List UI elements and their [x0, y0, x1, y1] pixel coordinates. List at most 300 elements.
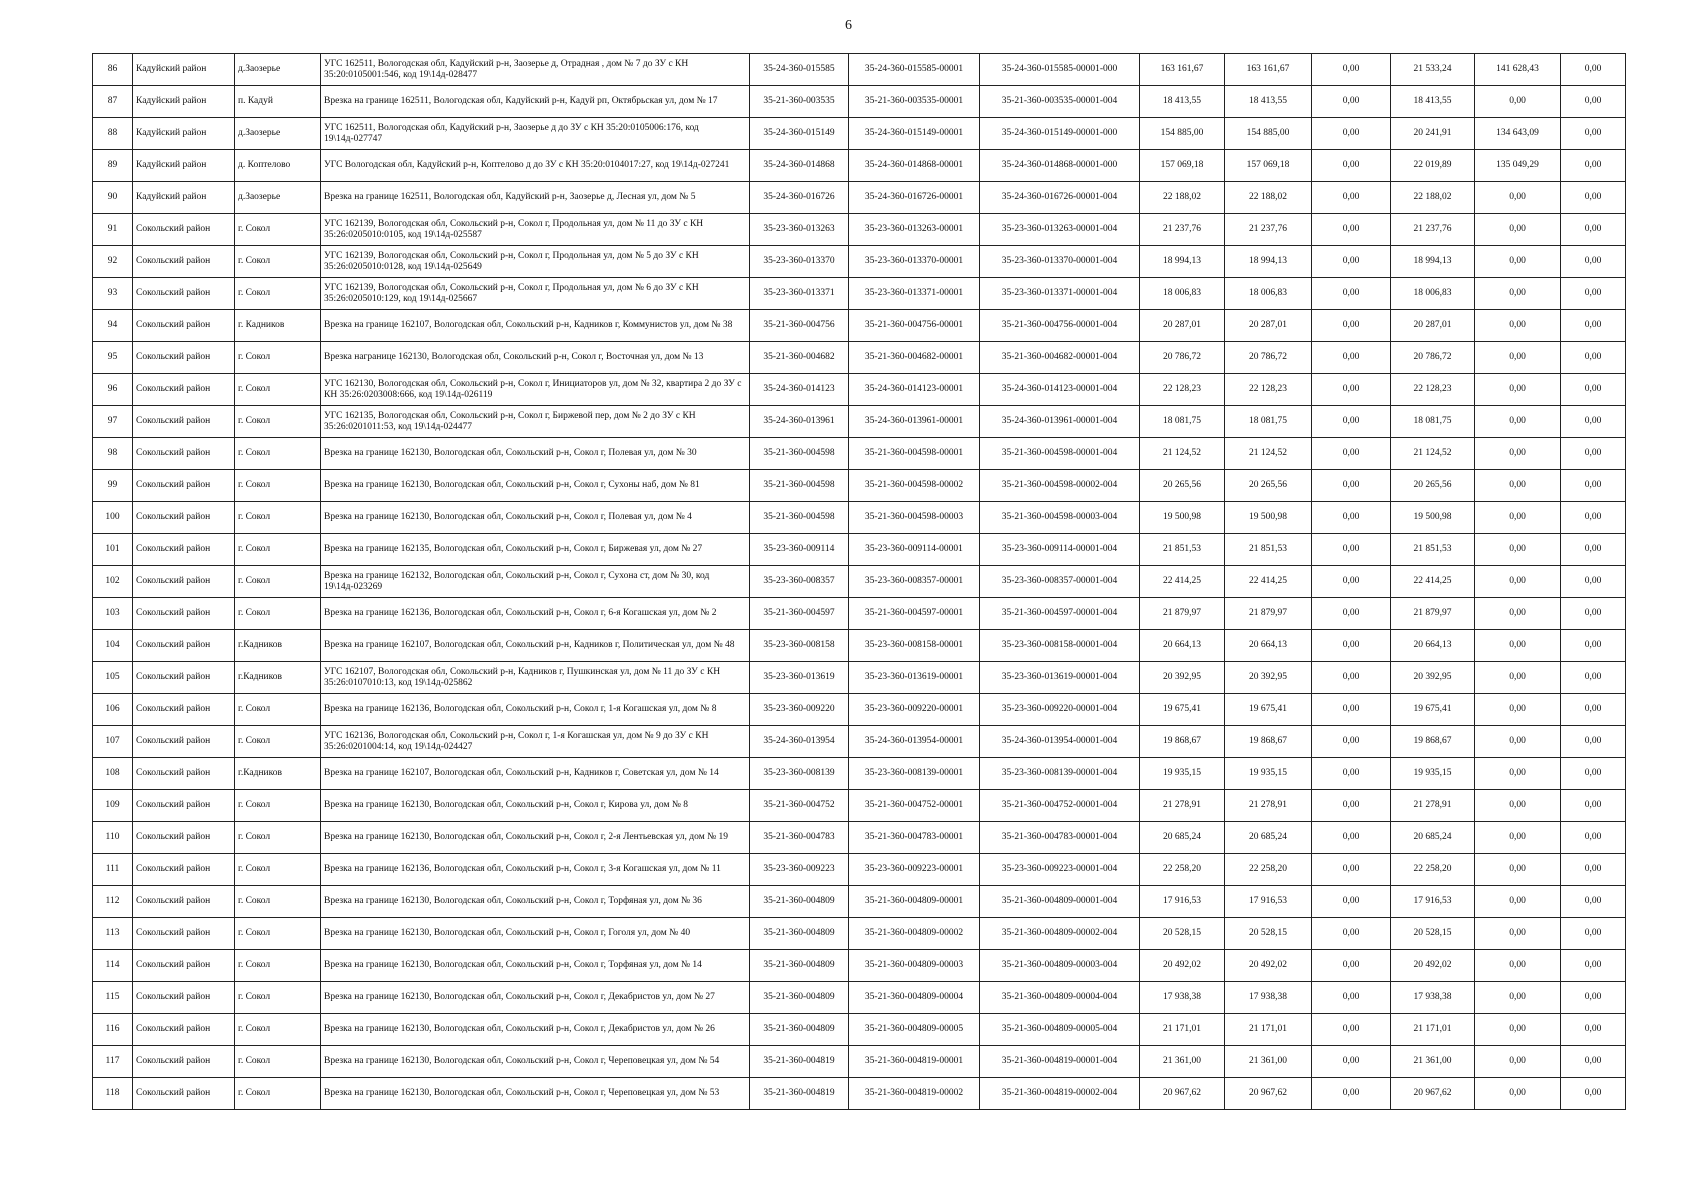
cell-cost-col-6: 0,00 — [1561, 790, 1626, 822]
cell-object-code: 35-21-360-004682-00001 — [849, 342, 980, 374]
cell-cost-col-2: 21 851,53 — [1225, 534, 1312, 566]
cell-cost-col-6: 0,00 — [1561, 54, 1626, 86]
cell-row-number: 108 — [93, 758, 133, 790]
cell-locality: г. Сокол — [235, 1078, 321, 1110]
cell-cost-col-4: 22 188,02 — [1391, 182, 1475, 214]
cell-total-cost: 18 081,75 — [1140, 406, 1225, 438]
cell-district: Сокольский район — [133, 566, 235, 598]
cell-subobject-code: 35-23-360-008139-00001-004 — [980, 758, 1140, 790]
cell-locality: г. Сокол — [235, 598, 321, 630]
cell-district: Сокольский район — [133, 534, 235, 566]
cell-district: Сокольский район — [133, 214, 235, 246]
cell-district: Сокольский район — [133, 1046, 235, 1078]
cell-object-code: 35-24-360-014123-00001 — [849, 374, 980, 406]
cell-cost-col-5: 0,00 — [1475, 854, 1561, 886]
page-number: 6 — [845, 18, 852, 33]
cell-cost-col-3: 0,00 — [1312, 726, 1391, 758]
cell-cost-col-5: 0,00 — [1475, 246, 1561, 278]
cell-object-address: Врезка на границе 162130, Вологодская обл, Сокольский р-н, Сокол г, 2-я Лентьевская ул, дом № 19 — [321, 822, 750, 854]
cell-object-code: 35-21-360-004783-00001 — [849, 822, 980, 854]
cell-district: Кадуйский район — [133, 54, 235, 86]
cell-object-address: УГС 162135, Вологодская обл, Сокольский р-н, Сокол г, Биржевой пер, дом № 2 до ЗУ с КН 35:26:0201011:53, код 19\14д-024477 — [321, 406, 750, 438]
cell-object-code: 35-24-360-015585-00001 — [849, 54, 980, 86]
cell-locality: г. Сокол — [235, 790, 321, 822]
cell-district: Сокольский район — [133, 886, 235, 918]
cell-cost-col-4: 18 081,75 — [1391, 406, 1475, 438]
cell-cost-col-5: 0,00 — [1475, 726, 1561, 758]
cell-object-code: 35-23-360-013370-00001 — [849, 246, 980, 278]
cell-cost-col-6: 0,00 — [1561, 470, 1626, 502]
cell-object-code: 35-23-360-009220-00001 — [849, 694, 980, 726]
cell-cost-col-6: 0,00 — [1561, 630, 1626, 662]
cell-locality: г. Сокол — [235, 822, 321, 854]
cell-cost-col-6: 0,00 — [1561, 374, 1626, 406]
cell-cost-col-5: 0,00 — [1475, 790, 1561, 822]
cell-district: Сокольский район — [133, 438, 235, 470]
cell-locality: г. Сокол — [235, 694, 321, 726]
table-row — [93, 182, 1626, 214]
cell-cost-col-5: 0,00 — [1475, 214, 1561, 246]
cell-cost-col-6: 0,00 — [1561, 1046, 1626, 1078]
cell-cost-col-6: 0,00 — [1561, 150, 1626, 182]
table-row — [93, 726, 1626, 758]
cell-locality: г. Сокол — [235, 918, 321, 950]
cell-cost-col-2: 18 413,55 — [1225, 86, 1312, 118]
cell-cost-col-3: 0,00 — [1312, 854, 1391, 886]
cell-locality: г.Кадников — [235, 662, 321, 694]
cell-cost-col-4: 21 851,53 — [1391, 534, 1475, 566]
cell-subobject-code: 35-23-360-009114-00001-004 — [980, 534, 1140, 566]
cell-locality: г. Сокол — [235, 566, 321, 598]
table-row — [93, 1078, 1626, 1110]
cell-code: 35-24-360-014123 — [750, 374, 849, 406]
cell-cost-col-5: 0,00 — [1475, 374, 1561, 406]
cell-cost-col-5: 0,00 — [1475, 950, 1561, 982]
cell-locality: г. Сокол — [235, 950, 321, 982]
cell-row-number: 97 — [93, 406, 133, 438]
table-row — [93, 310, 1626, 342]
cell-cost-col-2: 20 492,02 — [1225, 950, 1312, 982]
cell-cost-col-5: 141 628,43 — [1475, 54, 1561, 86]
cell-total-cost: 21 237,76 — [1140, 214, 1225, 246]
cell-district: Сокольский район — [133, 278, 235, 310]
cell-cost-col-4: 19 500,98 — [1391, 502, 1475, 534]
table-row — [93, 662, 1626, 694]
cell-total-cost: 157 069,18 — [1140, 150, 1225, 182]
cell-cost-col-6: 0,00 — [1561, 918, 1626, 950]
cell-object-address: УГС Вологодская обл, Кадуйский р-н, Коптелово д до ЗУ с КН 35:20:0104017:27, код 19\14д-027241 — [321, 150, 750, 182]
cell-cost-col-2: 21 278,91 — [1225, 790, 1312, 822]
cell-locality: д.Заозерье — [235, 182, 321, 214]
cell-cost-col-3: 0,00 — [1312, 150, 1391, 182]
cell-cost-col-4: 18 994,13 — [1391, 246, 1475, 278]
cell-locality: г. Сокол — [235, 886, 321, 918]
cell-row-number: 118 — [93, 1078, 133, 1110]
cell-total-cost: 20 392,95 — [1140, 662, 1225, 694]
cell-object-code: 35-24-360-015149-00001 — [849, 118, 980, 150]
cell-row-number: 89 — [93, 150, 133, 182]
cell-code: 35-23-360-008357 — [750, 566, 849, 598]
cell-object-code: 35-23-360-013619-00001 — [849, 662, 980, 694]
cell-cost-col-2: 18 006,83 — [1225, 278, 1312, 310]
cell-subobject-code: 35-24-360-014123-00001-004 — [980, 374, 1140, 406]
table-row — [93, 822, 1626, 854]
cell-total-cost: 21 124,52 — [1140, 438, 1225, 470]
table-row — [93, 406, 1626, 438]
cell-cost-col-5: 0,00 — [1475, 470, 1561, 502]
cell-cost-col-5: 0,00 — [1475, 822, 1561, 854]
cell-cost-col-5: 0,00 — [1475, 918, 1561, 950]
cell-object-code: 35-21-360-004809-00002 — [849, 918, 980, 950]
cell-cost-col-2: 17 938,38 — [1225, 982, 1312, 1014]
cell-subobject-code: 35-23-360-013370-00001-004 — [980, 246, 1140, 278]
table-row — [93, 1046, 1626, 1078]
cell-cost-col-5: 0,00 — [1475, 662, 1561, 694]
cell-cost-col-5: 0,00 — [1475, 342, 1561, 374]
table-row — [93, 246, 1626, 278]
gas-connection-table — [92, 53, 1626, 1110]
cell-object-code: 35-21-360-004756-00001 — [849, 310, 980, 342]
table-row — [93, 758, 1626, 790]
cell-object-code: 35-23-360-009114-00001 — [849, 534, 980, 566]
cell-object-code: 35-21-360-004598-00002 — [849, 470, 980, 502]
cell-cost-col-6: 0,00 — [1561, 278, 1626, 310]
cell-object-code: 35-24-360-013954-00001 — [849, 726, 980, 758]
cell-locality: г. Сокол — [235, 470, 321, 502]
cell-locality: г. Сокол — [235, 502, 321, 534]
cell-cost-col-3: 0,00 — [1312, 438, 1391, 470]
cell-object-code: 35-21-360-004597-00001 — [849, 598, 980, 630]
cell-subobject-code: 35-21-360-004682-00001-004 — [980, 342, 1140, 374]
cell-subobject-code: 35-24-360-015585-00001-000 — [980, 54, 1140, 86]
cell-cost-col-3: 0,00 — [1312, 342, 1391, 374]
cell-district: Сокольский район — [133, 662, 235, 694]
cell-subobject-code: 35-21-360-004819-00002-004 — [980, 1078, 1140, 1110]
cell-cost-col-6: 0,00 — [1561, 886, 1626, 918]
table-row — [93, 342, 1626, 374]
cell-cost-col-6: 0,00 — [1561, 822, 1626, 854]
cell-object-code: 35-23-360-009223-00001 — [849, 854, 980, 886]
cell-cost-col-4: 20 528,15 — [1391, 918, 1475, 950]
cell-cost-col-2: 19 675,41 — [1225, 694, 1312, 726]
cell-cost-col-3: 0,00 — [1312, 822, 1391, 854]
cell-locality: г. Сокол — [235, 214, 321, 246]
cell-locality: г. Сокол — [235, 246, 321, 278]
cell-code: 35-21-360-004598 — [750, 502, 849, 534]
cell-locality: г.Кадников — [235, 630, 321, 662]
cell-cost-col-5: 0,00 — [1475, 630, 1561, 662]
cell-cost-col-2: 157 069,18 — [1225, 150, 1312, 182]
cell-locality: г. Сокол — [235, 1014, 321, 1046]
cell-cost-col-2: 17 916,53 — [1225, 886, 1312, 918]
cell-object-code: 35-21-360-004809-00005 — [849, 1014, 980, 1046]
cell-code: 35-23-360-013263 — [750, 214, 849, 246]
cell-cost-col-6: 0,00 — [1561, 662, 1626, 694]
cell-cost-col-3: 0,00 — [1312, 310, 1391, 342]
cell-cost-col-3: 0,00 — [1312, 1014, 1391, 1046]
cell-locality: г. Сокол — [235, 342, 321, 374]
cell-cost-col-6: 0,00 — [1561, 246, 1626, 278]
cell-subobject-code: 35-21-360-004809-00002-004 — [980, 918, 1140, 950]
cell-subobject-code: 35-24-360-013961-00001-004 — [980, 406, 1140, 438]
cell-cost-col-3: 0,00 — [1312, 950, 1391, 982]
cell-subobject-code: 35-21-360-004809-00001-004 — [980, 886, 1140, 918]
cell-locality: г. Сокол — [235, 278, 321, 310]
cell-total-cost: 20 287,01 — [1140, 310, 1225, 342]
cell-cost-col-4: 21 879,97 — [1391, 598, 1475, 630]
cell-total-cost: 19 675,41 — [1140, 694, 1225, 726]
cell-total-cost: 20 786,72 — [1140, 342, 1225, 374]
table-row — [93, 118, 1626, 150]
cell-object-code: 35-24-360-016726-00001 — [849, 182, 980, 214]
cell-object-address: Врезка на границе 162130, Вологодская обл, Сокольский р-н, Сокол г, Полевая ул, дом № 30 — [321, 438, 750, 470]
table-row — [93, 982, 1626, 1014]
cell-row-number: 98 — [93, 438, 133, 470]
cell-cost-col-2: 20 265,56 — [1225, 470, 1312, 502]
cell-object-code: 35-21-360-004819-00001 — [849, 1046, 980, 1078]
cell-object-address: Врезка на границе 162107, Вологодская обл, Сокольский р-н, Кадников г, Советская ул, дом № 14 — [321, 758, 750, 790]
cell-district: Сокольский район — [133, 246, 235, 278]
cell-subobject-code: 35-23-360-008158-00001-004 — [980, 630, 1140, 662]
cell-total-cost: 19 868,67 — [1140, 726, 1225, 758]
cell-district: Сокольский район — [133, 502, 235, 534]
cell-row-number: 94 — [93, 310, 133, 342]
cell-subobject-code: 35-24-360-013954-00001-004 — [980, 726, 1140, 758]
cell-cost-col-4: 22 414,25 — [1391, 566, 1475, 598]
cell-cost-col-4: 20 685,24 — [1391, 822, 1475, 854]
cell-row-number: 102 — [93, 566, 133, 598]
cell-object-address: Врезка на границе 162130, Вологодская обл, Сокольский р-н, Сокол г, Череповецкая ул, дом № 54 — [321, 1046, 750, 1078]
cell-locality: п. Кадуй — [235, 86, 321, 118]
cell-cost-col-5: 0,00 — [1475, 598, 1561, 630]
cell-cost-col-6: 0,00 — [1561, 214, 1626, 246]
cell-code: 35-23-360-013619 — [750, 662, 849, 694]
table-row — [93, 598, 1626, 630]
cell-row-number: 86 — [93, 54, 133, 86]
cell-object-address: Врезка на границе 162135, Вологодская обл, Сокольский р-н, Сокол г, Биржевая ул, дом № 27 — [321, 534, 750, 566]
cell-code: 35-23-360-008139 — [750, 758, 849, 790]
cell-object-address: Врезка на границе 162136, Вологодская обл, Сокольский р-н, Сокол г, 6-я Когашская ул, дом № 2 — [321, 598, 750, 630]
cell-locality: г.Кадников — [235, 758, 321, 790]
cell-code: 35-21-360-004682 — [750, 342, 849, 374]
cell-object-code: 35-23-360-008139-00001 — [849, 758, 980, 790]
cell-object-address: Врезка на границе 162130, Вологодская обл, Сокольский р-н, Сокол г, Декабристов ул, дом № 27 — [321, 982, 750, 1014]
cell-object-address: УГС 162139, Вологодская обл, Сокольский р-н, Сокол г, Продольная ул, дом № 5 до ЗУ с КН 35:26:0205010:0128, код 19\14д-025649 — [321, 246, 750, 278]
cell-cost-col-5: 0,00 — [1475, 502, 1561, 534]
cell-cost-col-6: 0,00 — [1561, 86, 1626, 118]
cell-row-number: 100 — [93, 502, 133, 534]
cell-total-cost: 21 361,00 — [1140, 1046, 1225, 1078]
cell-district: Сокольский район — [133, 822, 235, 854]
cell-object-address: Врезка на границе 162136, Вологодская обл, Сокольский р-н, Сокол г, 3-я Когашская ул, дом № 11 — [321, 854, 750, 886]
cell-total-cost: 21 879,97 — [1140, 598, 1225, 630]
cell-cost-col-4: 20 786,72 — [1391, 342, 1475, 374]
cell-total-cost: 17 938,38 — [1140, 982, 1225, 1014]
cell-district: Кадуйский район — [133, 118, 235, 150]
cell-subobject-code: 35-23-360-008357-00001-004 — [980, 566, 1140, 598]
cell-district: Сокольский район — [133, 630, 235, 662]
cell-cost-col-5: 0,00 — [1475, 1078, 1561, 1110]
cell-cost-col-3: 0,00 — [1312, 246, 1391, 278]
cell-subobject-code: 35-23-360-009223-00001-004 — [980, 854, 1140, 886]
cell-cost-col-6: 0,00 — [1561, 726, 1626, 758]
cell-object-code: 35-21-360-003535-00001 — [849, 86, 980, 118]
cell-object-address: Врезка на границе 162130, Вологодская обл, Сокольский р-н, Сокол г, Гоголя ул, дом № 40 — [321, 918, 750, 950]
cell-cost-col-4: 19 868,67 — [1391, 726, 1475, 758]
cell-cost-col-2: 21 361,00 — [1225, 1046, 1312, 1078]
cell-cost-col-3: 0,00 — [1312, 1078, 1391, 1110]
table-row — [93, 214, 1626, 246]
cell-cost-col-3: 0,00 — [1312, 694, 1391, 726]
cell-object-address: Врезка на границе 162130, Вологодская обл, Сокольский р-н, Сокол г, Торфяная ул, дом № 14 — [321, 950, 750, 982]
cell-row-number: 87 — [93, 86, 133, 118]
cell-cost-col-3: 0,00 — [1312, 54, 1391, 86]
cell-cost-col-3: 0,00 — [1312, 758, 1391, 790]
cell-cost-col-2: 20 786,72 — [1225, 342, 1312, 374]
cell-subobject-code: 35-21-360-004597-00001-004 — [980, 598, 1140, 630]
cell-cost-col-3: 0,00 — [1312, 790, 1391, 822]
cell-row-number: 101 — [93, 534, 133, 566]
cell-cost-col-4: 21 237,76 — [1391, 214, 1475, 246]
cell-cost-col-2: 21 879,97 — [1225, 598, 1312, 630]
cell-code: 35-24-360-015149 — [750, 118, 849, 150]
cell-cost-col-3: 0,00 — [1312, 918, 1391, 950]
cell-district: Кадуйский район — [133, 86, 235, 118]
cell-cost-col-3: 0,00 — [1312, 662, 1391, 694]
cell-cost-col-2: 154 885,00 — [1225, 118, 1312, 150]
cell-cost-col-6: 0,00 — [1561, 854, 1626, 886]
cell-code: 35-21-360-004756 — [750, 310, 849, 342]
cell-object-address: УГС 162136, Вологодская обл, Сокольский р-н, Сокол г, 1-я Когашская ул, дом № 9 до ЗУ с КН 35:26:0201004:14, код 19\14д-024427 — [321, 726, 750, 758]
cell-code: 35-21-360-004809 — [750, 982, 849, 1014]
cell-total-cost: 21 278,91 — [1140, 790, 1225, 822]
cell-cost-col-5: 0,00 — [1475, 886, 1561, 918]
cell-cost-col-5: 0,00 — [1475, 86, 1561, 118]
cell-row-number: 96 — [93, 374, 133, 406]
cell-object-code: 35-23-360-013371-00001 — [849, 278, 980, 310]
cell-object-code: 35-23-360-008158-00001 — [849, 630, 980, 662]
cell-cost-col-3: 0,00 — [1312, 982, 1391, 1014]
cell-row-number: 91 — [93, 214, 133, 246]
cell-object-address: Врезка на границе 162132, Вологодская обл, Сокольский р-н, Сокол г, Сухона ст, дом № 30, код 19\14д-023269 — [321, 566, 750, 598]
cell-cost-col-6: 0,00 — [1561, 534, 1626, 566]
cell-subobject-code: 35-21-360-004783-00001-004 — [980, 822, 1140, 854]
cell-row-number: 103 — [93, 598, 133, 630]
cell-cost-col-3: 0,00 — [1312, 566, 1391, 598]
cell-code: 35-21-360-004809 — [750, 886, 849, 918]
cell-row-number: 112 — [93, 886, 133, 918]
cell-cost-col-5: 0,00 — [1475, 534, 1561, 566]
cell-object-code: 35-24-360-014868-00001 — [849, 150, 980, 182]
cell-total-cost: 21 851,53 — [1140, 534, 1225, 566]
cell-subobject-code: 35-21-360-004819-00001-004 — [980, 1046, 1140, 1078]
cell-district: Сокольский район — [133, 470, 235, 502]
cell-row-number: 90 — [93, 182, 133, 214]
cell-code: 35-21-360-004597 — [750, 598, 849, 630]
cell-locality: г. Сокол — [235, 374, 321, 406]
cell-total-cost: 20 492,02 — [1140, 950, 1225, 982]
cell-district: Сокольский район — [133, 758, 235, 790]
cell-cost-col-5: 0,00 — [1475, 694, 1561, 726]
cell-cost-col-5: 135 049,29 — [1475, 150, 1561, 182]
cell-code: 35-24-360-013954 — [750, 726, 849, 758]
table-row — [93, 86, 1626, 118]
cell-cost-col-3: 0,00 — [1312, 278, 1391, 310]
cell-locality: д.Заозерье — [235, 54, 321, 86]
cell-cost-col-3: 0,00 — [1312, 886, 1391, 918]
cell-cost-col-2: 20 528,15 — [1225, 918, 1312, 950]
cell-row-number: 113 — [93, 918, 133, 950]
cell-cost-col-6: 0,00 — [1561, 566, 1626, 598]
cell-code: 35-23-360-009223 — [750, 854, 849, 886]
cell-cost-col-6: 0,00 — [1561, 1078, 1626, 1110]
cell-cost-col-5: 0,00 — [1475, 982, 1561, 1014]
cell-cost-col-5: 0,00 — [1475, 182, 1561, 214]
cell-total-cost: 18 994,13 — [1140, 246, 1225, 278]
cell-row-number: 111 — [93, 854, 133, 886]
cell-cost-col-2: 20 967,62 — [1225, 1078, 1312, 1110]
cell-total-cost: 163 161,67 — [1140, 54, 1225, 86]
cell-subobject-code: 35-21-360-004809-00005-004 — [980, 1014, 1140, 1046]
cell-object-address: Врезка на границе 162511, Вологодская обл, Кадуйский р-н, Заозерье д, Лесная ул, дом № 5 — [321, 182, 750, 214]
cell-object-address: УГС 162511, Вологодская обл, Кадуйский р-н, Заозерье д, Отрадная , дом № 7 до ЗУ с КН 35:20:0105001:546, код 19\14д-028477 — [321, 54, 750, 86]
cell-cost-col-4: 17 916,53 — [1391, 886, 1475, 918]
cell-object-address: УГС 162511, Вологодская обл, Кадуйский р-н, Заозерье д до ЗУ с КН 35:20:0105006:176, код 19\14д-027747 — [321, 118, 750, 150]
cell-cost-col-5: 0,00 — [1475, 566, 1561, 598]
cell-code: 35-21-360-004783 — [750, 822, 849, 854]
cell-cost-col-6: 0,00 — [1561, 950, 1626, 982]
cell-cost-col-4: 22 019,89 — [1391, 150, 1475, 182]
cell-object-address: Врезка на границе 162107, Вологодская обл, Сокольский р-н, Кадников г, Политическая ул, дом № 48 — [321, 630, 750, 662]
cell-total-cost: 154 885,00 — [1140, 118, 1225, 150]
cell-row-number: 95 — [93, 342, 133, 374]
cell-district: Сокольский район — [133, 598, 235, 630]
cell-code: 35-21-360-004809 — [750, 950, 849, 982]
cell-cost-col-3: 0,00 — [1312, 182, 1391, 214]
cell-cost-col-6: 0,00 — [1561, 118, 1626, 150]
cell-subobject-code: 35-23-360-009220-00001-004 — [980, 694, 1140, 726]
cell-cost-col-3: 0,00 — [1312, 214, 1391, 246]
cell-district: Кадуйский район — [133, 150, 235, 182]
cell-row-number: 93 — [93, 278, 133, 310]
cell-object-code: 35-21-360-004809-00004 — [849, 982, 980, 1014]
cell-cost-col-2: 20 685,24 — [1225, 822, 1312, 854]
cell-cost-col-6: 0,00 — [1561, 982, 1626, 1014]
cell-cost-col-4: 20 664,13 — [1391, 630, 1475, 662]
cell-district: Сокольский район — [133, 726, 235, 758]
cell-subobject-code: 35-21-360-004809-00004-004 — [980, 982, 1140, 1014]
cell-row-number: 117 — [93, 1046, 133, 1078]
cell-cost-col-6: 0,00 — [1561, 438, 1626, 470]
cell-cost-col-2: 22 258,20 — [1225, 854, 1312, 886]
cell-cost-col-2: 18 081,75 — [1225, 406, 1312, 438]
cell-locality: г. Сокол — [235, 982, 321, 1014]
cell-cost-col-4: 20 392,95 — [1391, 662, 1475, 694]
cell-code: 35-24-360-014868 — [750, 150, 849, 182]
cell-district: Сокольский район — [133, 1078, 235, 1110]
table-row — [93, 502, 1626, 534]
cell-cost-col-4: 19 675,41 — [1391, 694, 1475, 726]
cell-district: Сокольский район — [133, 310, 235, 342]
cell-row-number: 107 — [93, 726, 133, 758]
cell-object-address: Врезка на границе 162130, Вологодская обл, Сокольский р-н, Сокол г, Декабристов ул, дом № 26 — [321, 1014, 750, 1046]
cell-cost-col-6: 0,00 — [1561, 310, 1626, 342]
table-row — [93, 630, 1626, 662]
cell-code: 35-21-360-003535 — [750, 86, 849, 118]
cell-locality: г. Сокол — [235, 1046, 321, 1078]
cell-total-cost: 20 664,13 — [1140, 630, 1225, 662]
cell-row-number: 104 — [93, 630, 133, 662]
